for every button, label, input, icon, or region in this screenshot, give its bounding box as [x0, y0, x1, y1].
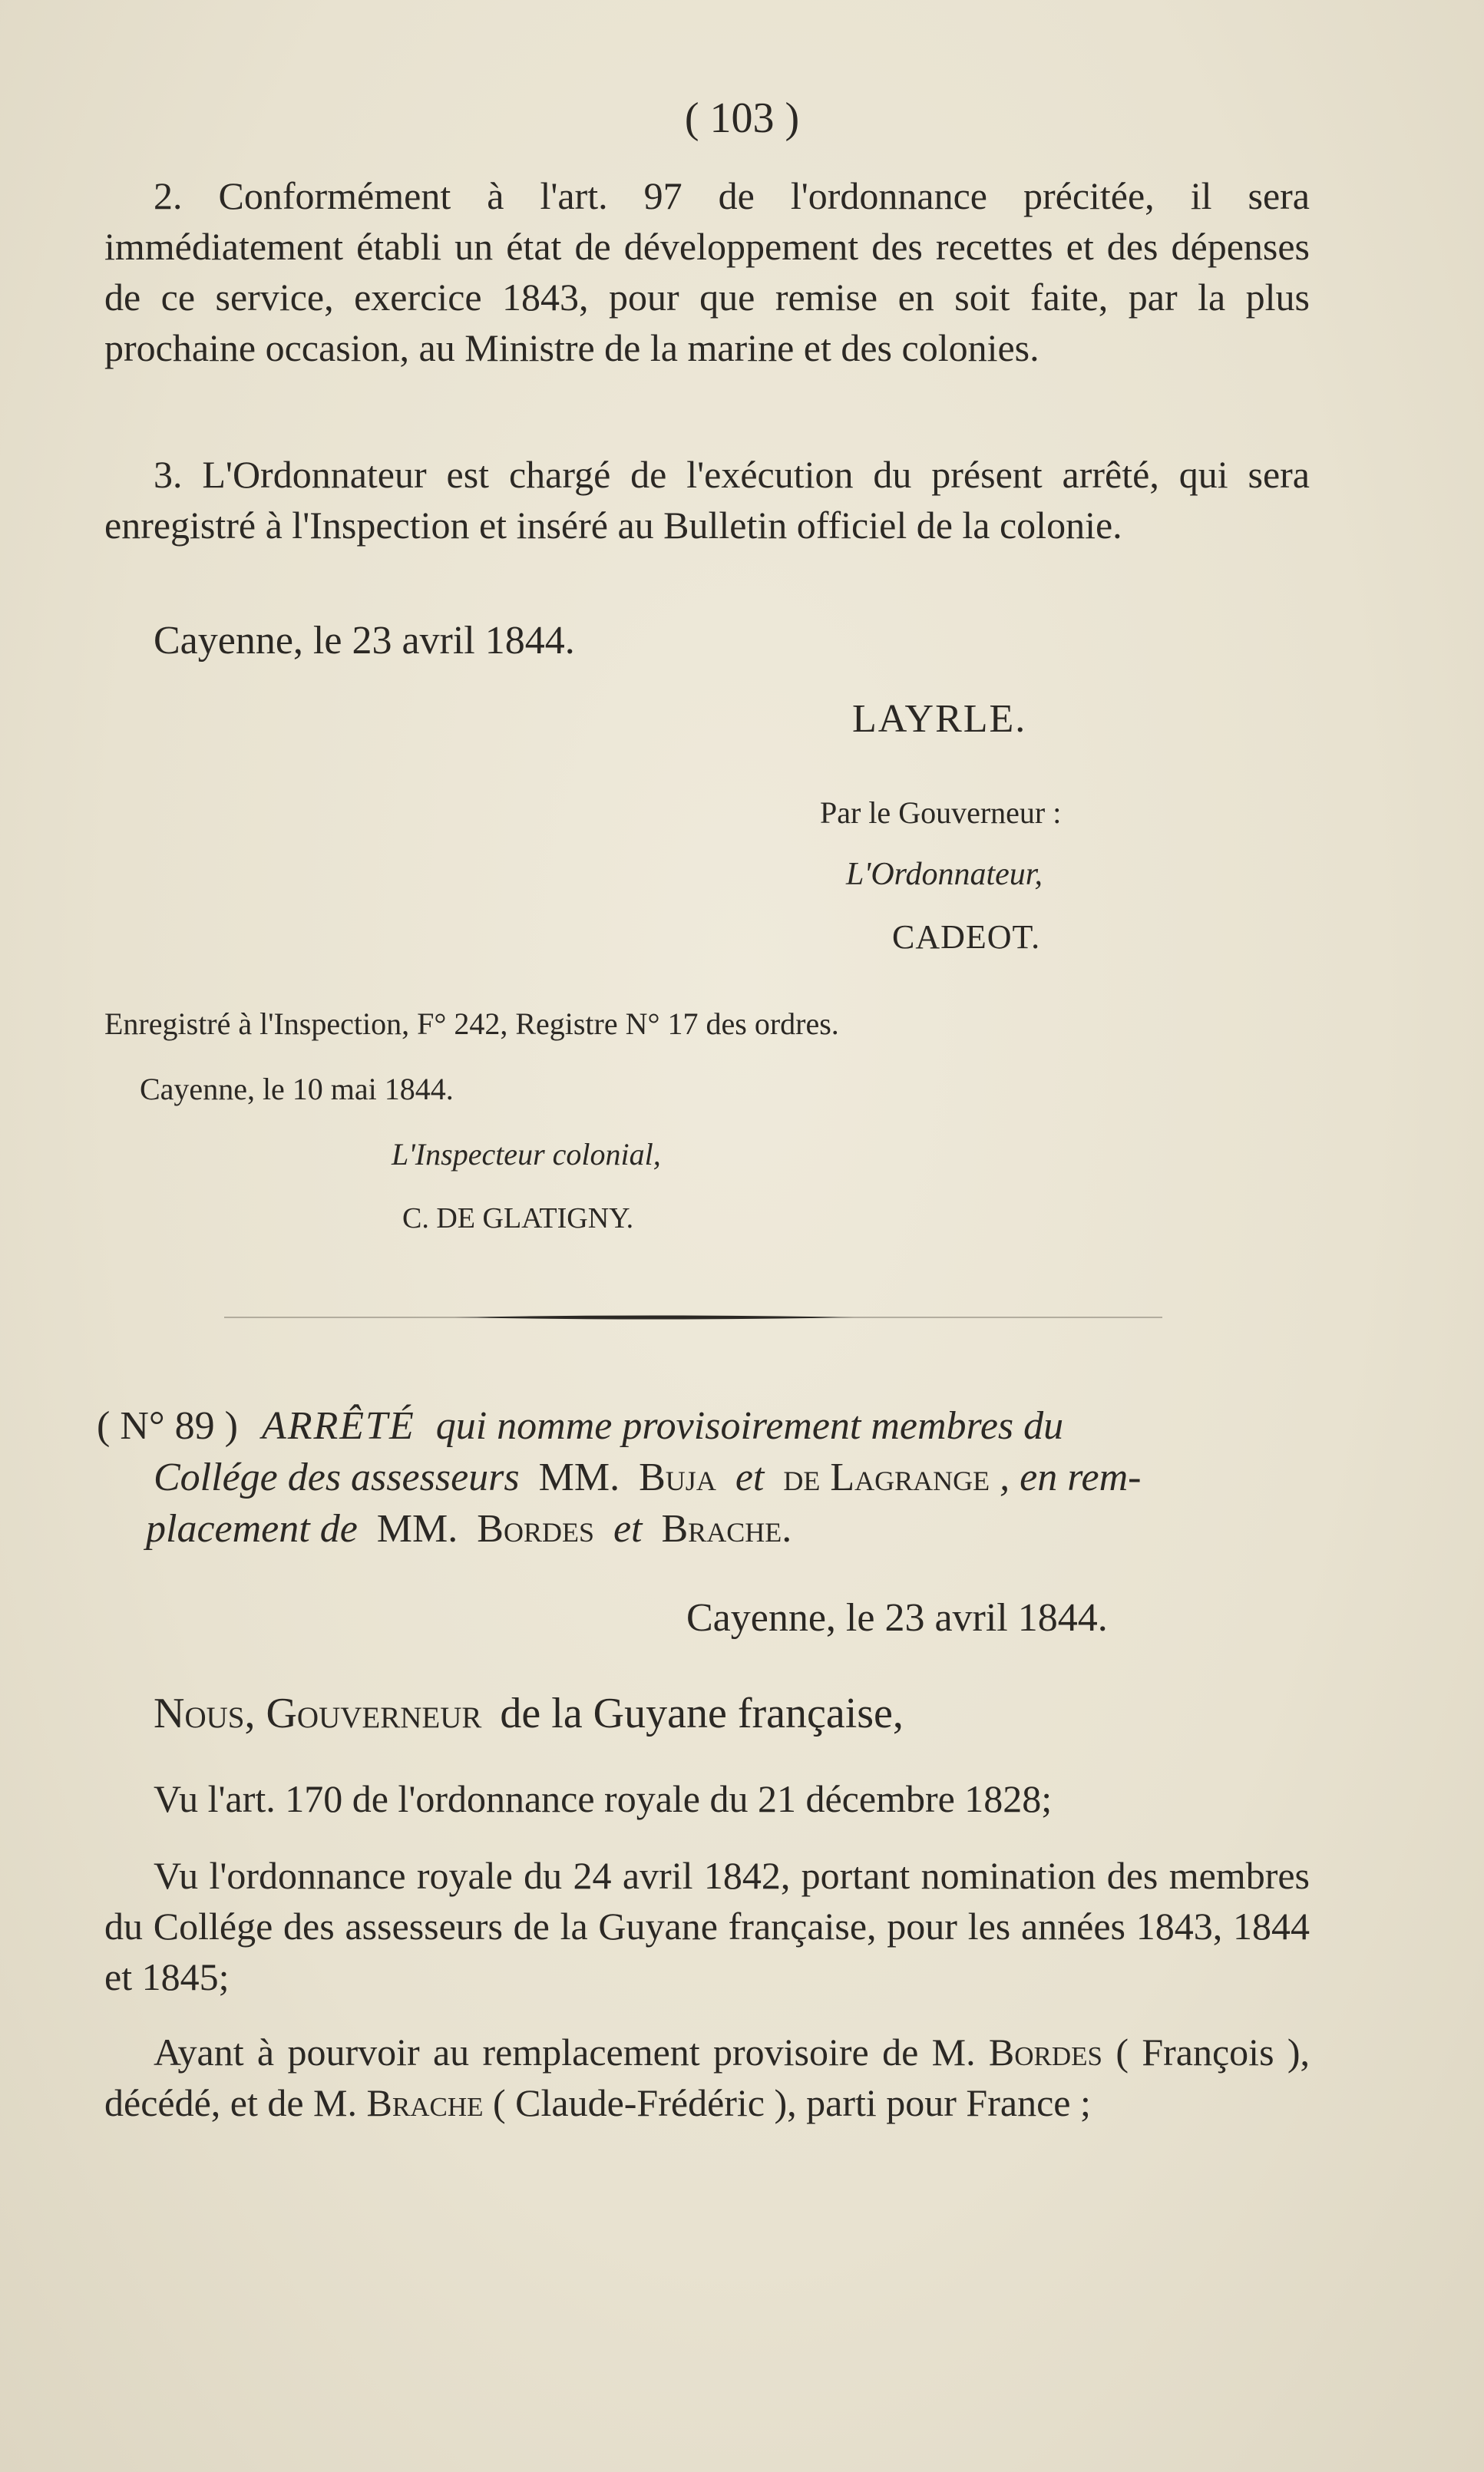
nous-gouverneur-line: Nous, Gouverneur de la Guyane française, — [154, 1690, 904, 1737]
signature-layrle: LAYRLE. — [852, 697, 1027, 741]
article-3 — [104, 449, 1310, 550]
signature-cadeot: CADEOT. — [892, 918, 1041, 956]
name-buja: Buja — [639, 1456, 716, 1499]
arrete-title-line-2 — [154, 1455, 1141, 1500]
gouverneur: Gouverneur — [266, 1690, 482, 1737]
name-bordes: Bordes — [477, 1507, 594, 1551]
section-divider — [224, 1314, 1162, 1320]
arrete-title-line-3 — [146, 1506, 792, 1552]
arrete-title-text-3: , en rem- — [1000, 1456, 1142, 1499]
article-2 — [104, 170, 1310, 373]
arrete-number: ( N° 89 ) — [97, 1404, 238, 1448]
ayant-paragraph — [104, 2027, 1310, 2128]
arrete-word: ARRÊTÉ — [261, 1404, 415, 1448]
mm-2: MM. — [376, 1507, 458, 1551]
conjunction-et-1: et — [735, 1456, 765, 1499]
paragraph-vu-1: Vu l'art. 170 de l'ordonnance royale du 21 décembre 1828; — [154, 1777, 1053, 1820]
name-de-lagrange: de Lagrange — [783, 1456, 990, 1499]
arrete-title-text-4: placement de — [146, 1507, 358, 1551]
name-brache-2: Brache — [366, 2081, 484, 2124]
ayant-text-3: ( Claude-Frédéric ), parti pour France ; — [493, 2081, 1091, 2124]
name-brache: Brache. — [661, 1507, 792, 1551]
paragraph-vu-2: Vu l'ordonnance royale du 24 avril 1842, portant nomination des membres du Collége des assesseurs de la Guyane française, pour les années 1843, 1844 et 1845; — [104, 1854, 1310, 1998]
par-le-gouverneur: Par le Gouverneur : — [820, 795, 1062, 830]
vu-ordonnance — [104, 1850, 1310, 2002]
vu-article — [104, 1773, 1310, 1824]
place-date-1: Cayenne, le 23 avril 1844. — [154, 619, 575, 663]
paragraph-article-2: 2. Conformément à l'art. 97 de l'ordonnance précitée, il sera immédiatement établi un état de développement des recettes et des dépenses de ce service, exercice 1843, pour que remise en soit faite, par la plus prochaine occasion, au Ministre de la marine et des colonies. — [104, 174, 1310, 369]
registration-line: Enregistré à l'Inspection, F° 242, Registre N° 17 des ordres. — [104, 1006, 839, 1041]
nous-rest: de la Guyane française, — [500, 1690, 904, 1737]
place-date-3: Cayenne, le 23 avril 1844. — [686, 1596, 1108, 1640]
mm-1: MM. — [538, 1456, 620, 1499]
ordonnateur-title: L'Ordonnateur, — [846, 857, 1043, 892]
paragraph-article-3: 3. L'Ordonnateur est chargé de l'exécution du présent arrêté, qui sera enregistré à l'Inspection et inséré au Bulletin officiel de la colonie. — [104, 453, 1310, 547]
arrete-title-text-2: Collége des assesseurs — [154, 1456, 520, 1499]
name-bordes-2: Bordes — [988, 2031, 1103, 2074]
nous: Nous — [154, 1690, 245, 1737]
page-number: ( 103 ) — [684, 94, 800, 142]
paragraph-ayant — [104, 2027, 1310, 2128]
conjunction-et-2: et — [613, 1507, 643, 1551]
inspecteur-title: L'Inspecteur colonial, — [392, 1137, 661, 1172]
signature-glatigny: C. DE GLATIGNY. — [402, 1202, 634, 1234]
place-date-2: Cayenne, le 10 mai 1844. — [140, 1072, 454, 1106]
arrete-title-line-1 — [97, 1403, 1063, 1449]
ayant-text-1: Ayant à pourvoir au remplacement provisoire de M. — [154, 2031, 976, 2074]
ayant-text-2: ( François ), décédé, et de M. — [104, 2031, 1310, 2124]
arrete-title-text-1: qui nomme provisoirement membres du — [435, 1404, 1064, 1448]
